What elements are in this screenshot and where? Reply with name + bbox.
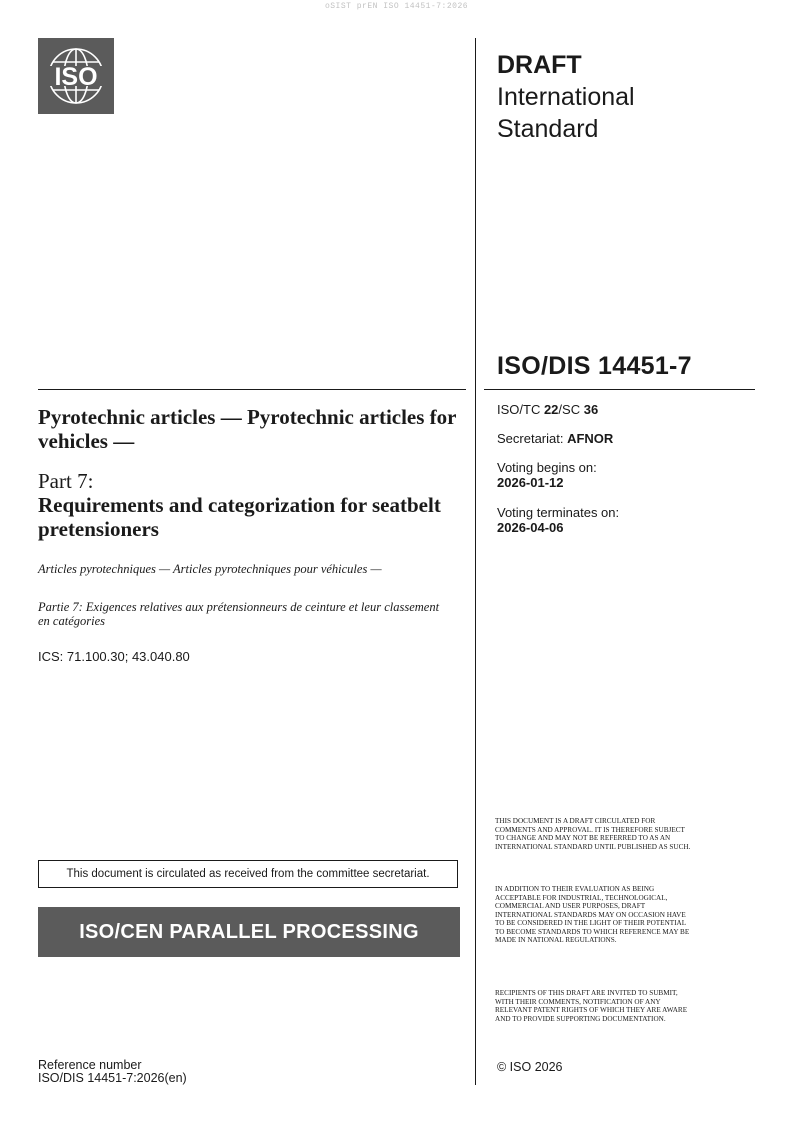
notice-draft: THIS DOCUMENT IS A DRAFT CIRCULATED FOR COMMENTS AND APPROVAL. IT IS THEREFORE SUBJECT TO CHANGE AND MAY NOT BE REFERRED TO AS AN INTERNATIONAL STANDARD UNTIL PUBLISHED AS SUCH.	[495, 817, 691, 851]
standard-number: ISO/DIS 14451-7	[497, 352, 692, 380]
vertical-divider	[475, 38, 476, 1085]
reference-label: Reference number	[38, 1058, 142, 1072]
notice-patent: RECIPIENTS OF THIS DRAFT ARE INVITED TO SUBMIT, WITH THEIR COMMENTS, NOTIFICATION OF ANY RELEVANT PATENT RIGHTS OF WHICH THEY ARE AWARE AND TO PROVIDE SUPPORTING DOCUMENTATION.	[495, 989, 688, 1023]
ics-codes: ICS: 71.100.30; 43.040.80	[38, 649, 190, 664]
circulation-note: This document is circulated as received from the committee secretariat.	[38, 860, 458, 888]
iso-globe-icon	[38, 38, 114, 114]
part-title: Requirements and categorization for seatbelt pretensioners	[38, 493, 441, 541]
watermark: oSIST prEN ISO 14451-7:2026	[324, 2, 469, 11]
copyright: © ISO 2026	[497, 1060, 563, 1074]
standard-label: Standard	[497, 115, 599, 143]
logo-text: ISO	[54, 63, 98, 91]
international-label: International	[497, 83, 635, 111]
sc-prefix: /SC	[558, 402, 584, 417]
reference-value: ISO/DIS 14451-7:2026(en)	[38, 1071, 187, 1085]
document-type	[497, 49, 635, 145]
secretariat-label: Secretariat:	[497, 431, 568, 446]
sc-number: 36	[583, 402, 599, 417]
left-divider	[38, 389, 466, 390]
main-title: Pyrotechnic articles — Pyrotechnic articles for vehicles —	[38, 405, 457, 453]
parallel-processing-banner: ISO/CEN PARALLEL PROCESSING	[38, 907, 460, 957]
french-title: Articles pyrotechniques — Articles pyrotechniques pour véhicules —	[38, 562, 382, 576]
reference-number	[38, 1059, 187, 1085]
voting-begins-label: Voting begins on:	[497, 460, 597, 475]
voting-begins	[497, 460, 597, 490]
draft-label: DRAFT	[497, 51, 582, 79]
notice-evaluation: IN ADDITION TO THEIR EVALUATION AS BEING ACCEPTABLE FOR INDUSTRIAL, TECHNOLOGICAL, COMMERCIAL AND USER PURPOSES, DRAFT INTERNATIONAL STANDARDS MAY ON OCCASION HAVE TO BE CONSIDERED IN THE LIGHT OF THEIR POTENTIAL TO BECOME STANDARDS TO WHICH REFERENCE MAY BE MADE IN NATIONAL REGULATIONS.	[495, 885, 690, 944]
voting-terminates-date: 2026-04-06	[497, 520, 564, 535]
voting-begins-date: 2026-01-12	[497, 475, 564, 490]
tc-prefix: ISO/TC	[497, 402, 544, 417]
tc-number: 22	[543, 402, 559, 417]
voting-terminates	[497, 505, 619, 535]
french-part-title: Partie 7: Exigences relatives aux prétensionneurs de ceinture et leur classement en catégories	[38, 600, 440, 628]
secretariat	[497, 431, 613, 446]
secretariat-value: AFNOR	[567, 431, 614, 446]
voting-terminates-label: Voting terminates on:	[497, 505, 620, 520]
iso-logo	[38, 38, 114, 114]
part-label: Part 7:	[38, 469, 94, 493]
committee	[497, 402, 598, 417]
right-divider	[484, 389, 755, 390]
